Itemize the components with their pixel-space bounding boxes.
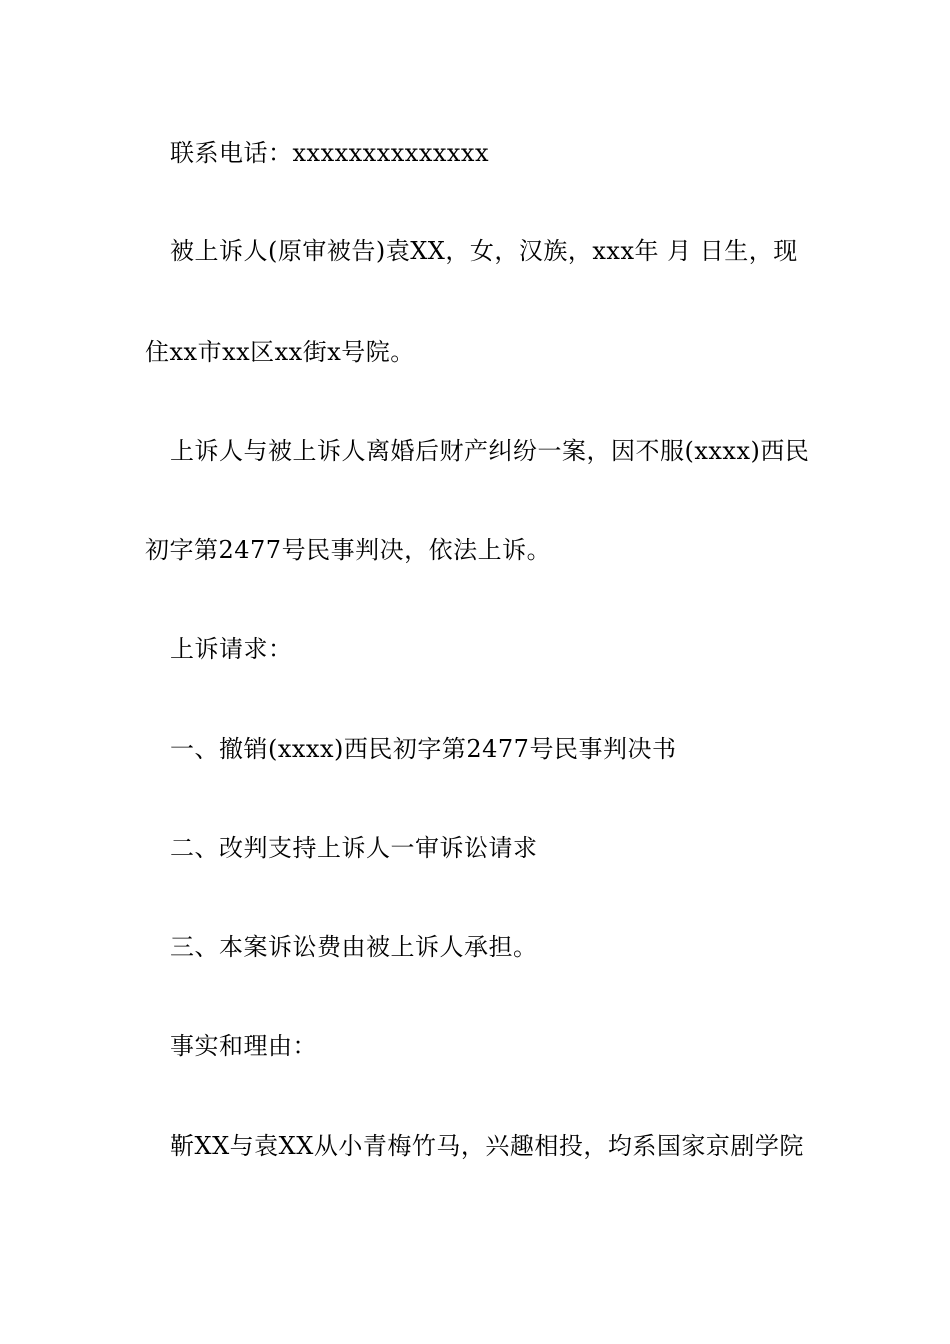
appellee-address-line: 住xx市xx区xx街x号院。 <box>145 338 415 366</box>
contact-phone-line: 联系电话：xxxxxxxxxxxxxx <box>170 139 489 167</box>
appellee-info-line: 被上诉人(原审被告)袁XX，女，汉族，xxx年 月 日生，现 <box>170 237 798 265</box>
case-summary-line: 上诉人与被上诉人离婚后财产纠纷一案，因不服(xxxx)西民 <box>170 437 810 465</box>
facts-and-reasons-heading: 事实和理由： <box>170 1032 317 1060</box>
case-summary-continued-line: 初字第2477号民事判决，依法上诉。 <box>145 536 552 564</box>
appeal-request-item-3: 三、本案诉讼费由被上诉人承担。 <box>170 933 538 961</box>
appeal-requests-heading: 上诉请求： <box>170 635 293 663</box>
appeal-request-item-2: 二、改判支持上诉人一审诉讼请求 <box>170 834 538 862</box>
facts-paragraph-line: 靳XX与袁XX从小青梅竹马，兴趣相投，均系国家京剧学院 <box>170 1132 804 1160</box>
appeal-request-item-1: 一、撤销(xxxx)西民初字第2477号民事判决书 <box>170 735 677 763</box>
